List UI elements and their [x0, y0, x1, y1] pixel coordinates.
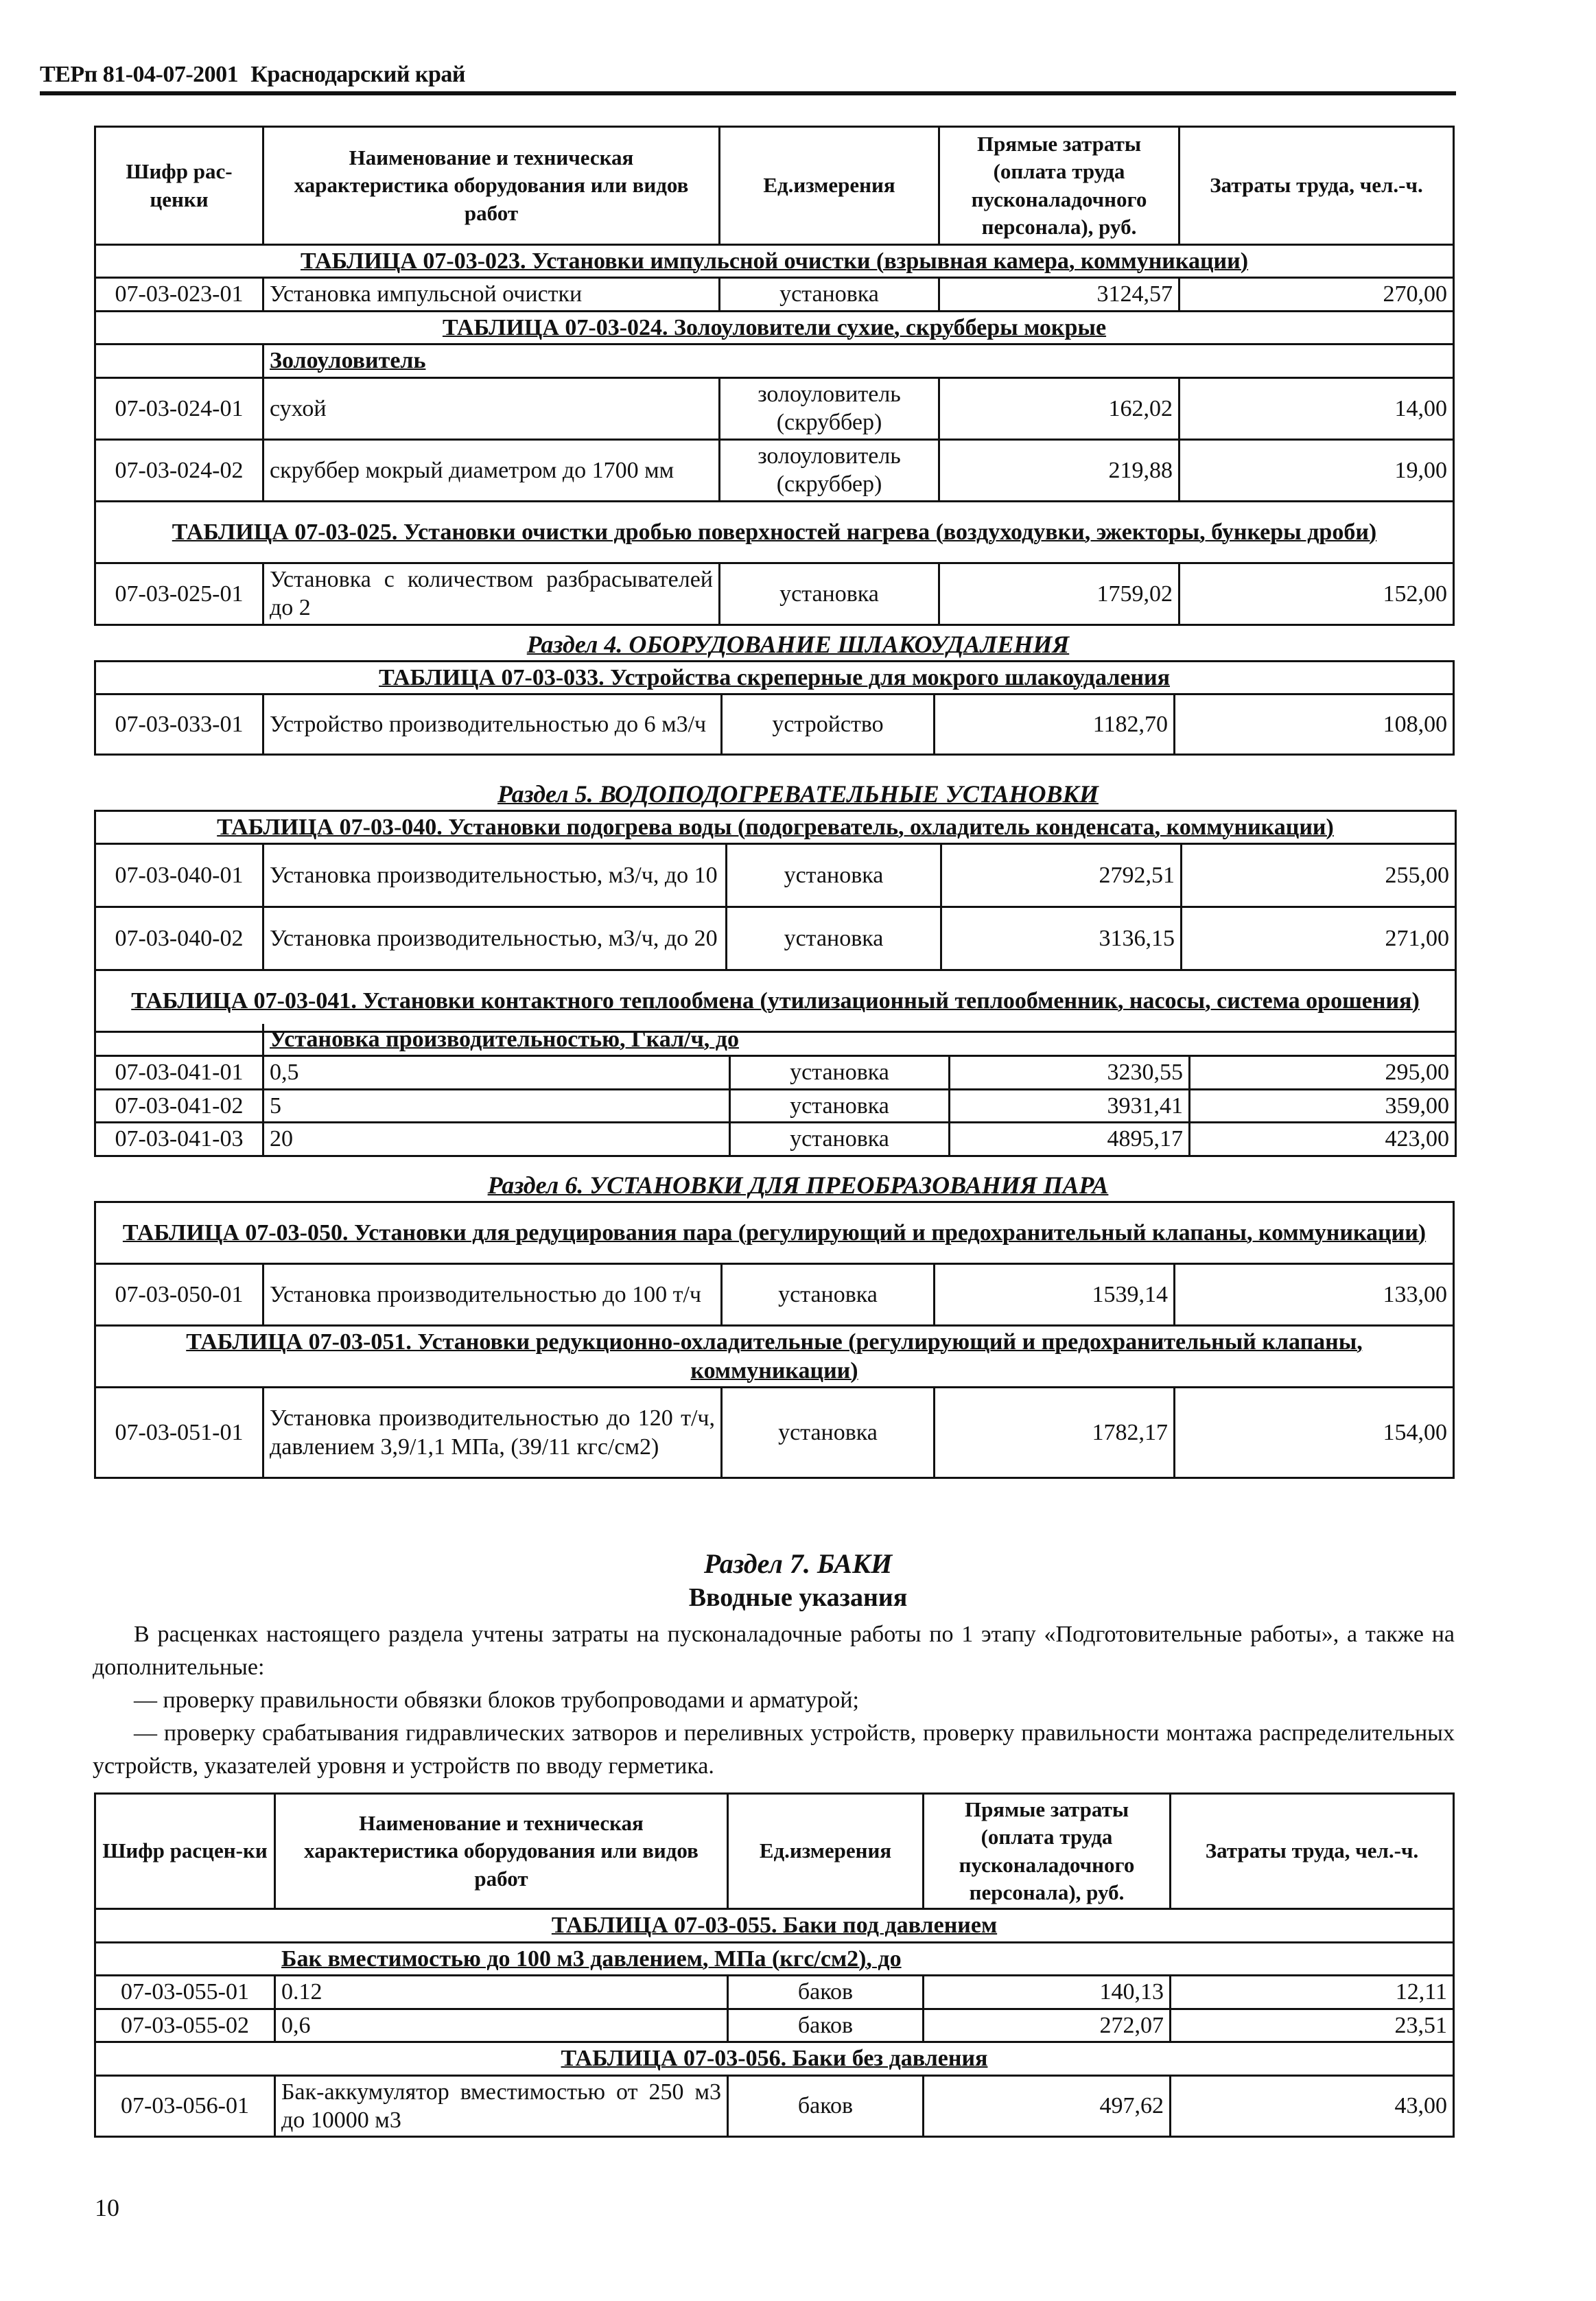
- rate-unit: устройство: [722, 694, 935, 755]
- table-title-050: ТАБЛИЦА 07-03-050. Установки для редуцирования пара (регулирующий и предохранительный клапаны, коммуникации): [95, 1202, 1454, 1264]
- rate-labor: 154,00: [1175, 1388, 1454, 1478]
- rate-unit: установка: [727, 844, 941, 907]
- table-row: [95, 694, 1454, 755]
- rate-name: Установка производительностью, м3/ч, до 20: [263, 907, 727, 970]
- rate-labor: 12,11: [1171, 1976, 1454, 2009]
- rate-name: 0,6: [275, 2009, 728, 2042]
- rate-labor: 43,00: [1171, 2075, 1454, 2137]
- empty-cell: [95, 344, 263, 377]
- table-row: [95, 2009, 1454, 2042]
- rate-code: 07-03-040-02: [95, 907, 263, 970]
- table-row: [95, 377, 1454, 439]
- rate-unit: установка: [720, 563, 939, 624]
- rate-labor: 133,00: [1175, 1264, 1454, 1326]
- rate-cost: 3230,55: [950, 1056, 1190, 1089]
- rate-labor: 271,00: [1182, 907, 1456, 970]
- subheader-row: [95, 344, 1454, 377]
- column-header-unit: Ед.измерения: [720, 127, 939, 245]
- rate-cost: 140,13: [924, 1976, 1171, 2009]
- table-row: [95, 2075, 1454, 2137]
- rate-cost: 219,88: [939, 439, 1180, 501]
- rate-labor: 270,00: [1180, 278, 1454, 311]
- rate-name: Бак-аккумулятор вместимостью от 250 м3 до 10000 м3: [275, 2075, 728, 2137]
- rate-code: 07-03-041-03: [95, 1123, 263, 1156]
- column-header-code: Шифр рас-ценки: [95, 127, 263, 245]
- rate-labor: 423,00: [1190, 1123, 1456, 1156]
- rate-cost: 162,02: [939, 377, 1180, 439]
- rate-unit: установка: [730, 1123, 950, 1156]
- rate-unit: баков: [728, 2009, 924, 2042]
- table-title-041: ТАБЛИЦА 07-03-041. Установки контактного теплообмена (утилизационный теплообменник, насосы, система орошения): [95, 970, 1456, 1032]
- section-6-title: Раздел 6. УСТАНОВКИ ДЛЯ ПРЕОБРАЗОВАНИЯ ПАРА: [487, 1171, 1109, 1199]
- table-header-row: [95, 127, 1454, 245]
- table-row: [95, 844, 1456, 907]
- rate-code: 07-03-025-01: [95, 563, 263, 624]
- rate-unit: установка: [720, 278, 939, 311]
- rate-unit: золоуловитель (скруббер): [720, 439, 939, 501]
- rate-code: 07-03-055-02: [95, 2009, 275, 2042]
- table-row: [95, 907, 1456, 970]
- rate-labor: 14,00: [1180, 377, 1454, 439]
- rate-labor: 295,00: [1190, 1056, 1456, 1089]
- rate-cost: 4895,17: [950, 1123, 1190, 1156]
- intro-bullet: — проверку правильности обвязки блоков трубопроводами и арматурой;: [134, 1687, 859, 1713]
- empty-cell: [95, 1024, 263, 1056]
- rate-unit: установка: [730, 1089, 950, 1122]
- subheader-row: [95, 1942, 1454, 1975]
- rate-cost: 3136,15: [941, 907, 1182, 970]
- rate-cost: 497,62: [924, 2075, 1171, 2137]
- rate-name: Установка с количеством разбрасывателей до 2: [263, 563, 720, 624]
- table-row: [95, 1123, 1456, 1156]
- column-header-name: Наименование и техническая характеристика оборудования или видов работ: [263, 127, 720, 245]
- table-header-row: [95, 1794, 1454, 1909]
- rate-name: 0,5: [263, 1056, 730, 1089]
- rate-name: сухой: [263, 377, 720, 439]
- rate-code: 07-03-040-01: [95, 844, 263, 907]
- table-title-024: ТАБЛИЦА 07-03-024. Золоуловители сухие, скрубберы мокрые: [95, 311, 1454, 344]
- rate-cost: 1539,14: [935, 1264, 1175, 1326]
- section-5-title: Раздел 5. ВОДОПОДОГРЕВАТЕЛЬНЫЕ УСТАНОВКИ: [497, 780, 1099, 808]
- page-number: 10: [95, 2194, 119, 2221]
- rate-code: 07-03-024-02: [95, 439, 263, 501]
- column-header-direct-costs: Прямые затраты (оплата труда пусконаладочного персонала), руб.: [939, 127, 1180, 245]
- column-header-unit: Ед.измерения: [728, 1794, 924, 1909]
- table-row: [95, 1089, 1456, 1122]
- rates-table-1: [94, 126, 1455, 626]
- rate-labor: 152,00: [1180, 563, 1454, 624]
- rate-name: скруббер мокрый диаметром до 1700 мм: [263, 439, 720, 501]
- rate-unit: установка: [730, 1056, 950, 1089]
- column-header-direct-costs: Прямые затраты (оплата труда пусконаладочного персонала), руб.: [924, 1794, 1171, 1909]
- rate-name: Устройство производительностью до 6 м3/ч: [263, 694, 722, 755]
- column-header-code: Шифр расцен-ки: [95, 1794, 275, 1909]
- table-row: [95, 1264, 1454, 1326]
- rate-unit: баков: [728, 1976, 924, 2009]
- column-header-labor: Затраты труда, чел.-ч.: [1171, 1794, 1454, 1909]
- intro-paragraph: В расценках настоящего раздела учтены затраты на пусконаладочные работы по 1 этапу «Подготовительные работы», а также на дополнительные:: [93, 1622, 1455, 1680]
- table-title-040: ТАБЛИЦА 07-03-040. Установки подогрева воды (подогреватель, охладитель конденсата, коммуникации): [95, 811, 1456, 844]
- rate-code: 07-03-055-01: [95, 1976, 275, 2009]
- rate-cost: 1782,17: [935, 1388, 1175, 1478]
- table-row: [95, 439, 1454, 501]
- rate-name: Установка производительностью, м3/ч, до 10: [263, 844, 727, 907]
- rate-unit: золоуловитель (скруббер): [720, 377, 939, 439]
- table-title-051: ТАБЛИЦА 07-03-051. Установки редукционно-охладительные (регулирующий и предохранительный клапаны, коммуникации): [95, 1326, 1454, 1388]
- subheader-055: Бак вместимостью до 100 м3 давлением, МПа (кгс/см2), до: [95, 1942, 1454, 1975]
- table-row: [95, 1388, 1454, 1478]
- intro-title: Вводные указания: [688, 1583, 908, 1612]
- header-rule: [40, 91, 1456, 95]
- table-title-023: ТАБЛИЦА 07-03-023. Установки импульсной очистки (взрывная камера, коммуникации): [95, 245, 1454, 278]
- rates-table-055-056: [94, 1792, 1455, 2138]
- document-code: ТЕРп 81-04-07-2001: [40, 62, 239, 87]
- table-row: [95, 563, 1454, 624]
- table-row: [95, 278, 1454, 311]
- rate-code: 07-03-051-01: [95, 1388, 263, 1478]
- rate-cost: 1182,70: [935, 694, 1175, 755]
- rates-table-041-rows: [94, 1024, 1457, 1157]
- rates-table-040-041: [94, 810, 1457, 1033]
- rate-cost: 2792,51: [941, 844, 1182, 907]
- rate-cost: 3124,57: [939, 278, 1180, 311]
- rate-code: 07-03-041-02: [95, 1089, 263, 1122]
- rate-name: Установка производительностью до 120 т/ч, давлением 3,9/1,1 МПа, (39/11 кгс/см2): [263, 1388, 722, 1478]
- rate-code: 07-03-041-01: [95, 1056, 263, 1089]
- table-row: [95, 1056, 1456, 1089]
- rates-table-050-051: [94, 1201, 1455, 1479]
- rate-unit: установка: [722, 1388, 935, 1478]
- intro-text: [93, 1618, 1455, 1783]
- table-title-055: ТАБЛИЦА 07-03-055. Баки под давлением: [95, 1909, 1454, 1942]
- subheader-row: [95, 1024, 1456, 1056]
- rate-cost: 272,07: [924, 2009, 1171, 2042]
- rate-cost: 3931,41: [950, 1089, 1190, 1122]
- rate-cost: 1759,02: [939, 563, 1180, 624]
- column-header-name: Наименование и техническая характеристика оборудования или видов работ: [275, 1794, 728, 1909]
- rate-labor: 359,00: [1190, 1089, 1456, 1122]
- rate-code: 07-03-023-01: [95, 278, 263, 311]
- rate-code: 07-03-056-01: [95, 2075, 275, 2137]
- column-header-labor: Затраты труда, чел.-ч.: [1180, 127, 1454, 245]
- table-title-056: ТАБЛИЦА 07-03-056. Баки без давления: [95, 2042, 1454, 2075]
- rate-name: Установка производительностью до 100 т/ч: [263, 1264, 722, 1326]
- table-row: [95, 1976, 1454, 2009]
- rates-table-033: [94, 660, 1455, 756]
- rate-code: 07-03-024-01: [95, 377, 263, 439]
- rate-labor: 255,00: [1182, 844, 1456, 907]
- rate-name: 0.12: [275, 1976, 728, 2009]
- subheader-024: Золоуловитель: [263, 344, 1454, 377]
- table-title-033: ТАБЛИЦА 07-03-033. Устройства скреперные для мокрого шлакоудаления: [95, 662, 1454, 694]
- page-header: [40, 62, 465, 88]
- intro-bullet: — проверку срабатывания гидравлических затворов и переливных устройств, проверку правильности монтажа распределительных устройств, указателей уровня и устройств по вводу герметика.: [93, 1720, 1455, 1779]
- rate-labor: 108,00: [1175, 694, 1454, 755]
- rate-unit: установка: [722, 1264, 935, 1326]
- section-4-title: Раздел 4. ОБОРУДОВАНИЕ ШЛАКОУДАЛЕНИЯ: [526, 631, 1070, 658]
- table-title-025: ТАБЛИЦА 07-03-025. Установки очистки дробью поверхностей нагрева (воздуходувки, эжекторы, бункеры дроби): [95, 501, 1454, 563]
- region-name: Краснодарский край: [250, 62, 466, 87]
- rate-name: Установка импульсной очистки: [263, 278, 720, 311]
- rate-name: 5: [263, 1089, 730, 1122]
- subheader-041: Установка производительностью, Гкал/ч, до: [263, 1024, 1456, 1056]
- rate-unit: баков: [728, 2075, 924, 2137]
- rate-name: 20: [263, 1123, 730, 1156]
- rate-code: 07-03-033-01: [95, 694, 263, 755]
- rate-unit: установка: [727, 907, 941, 970]
- rate-code: 07-03-050-01: [95, 1264, 263, 1326]
- rate-labor: 23,51: [1171, 2009, 1454, 2042]
- section-7-title: Раздел 7. БАКИ: [703, 1548, 893, 1579]
- rate-labor: 19,00: [1180, 439, 1454, 501]
